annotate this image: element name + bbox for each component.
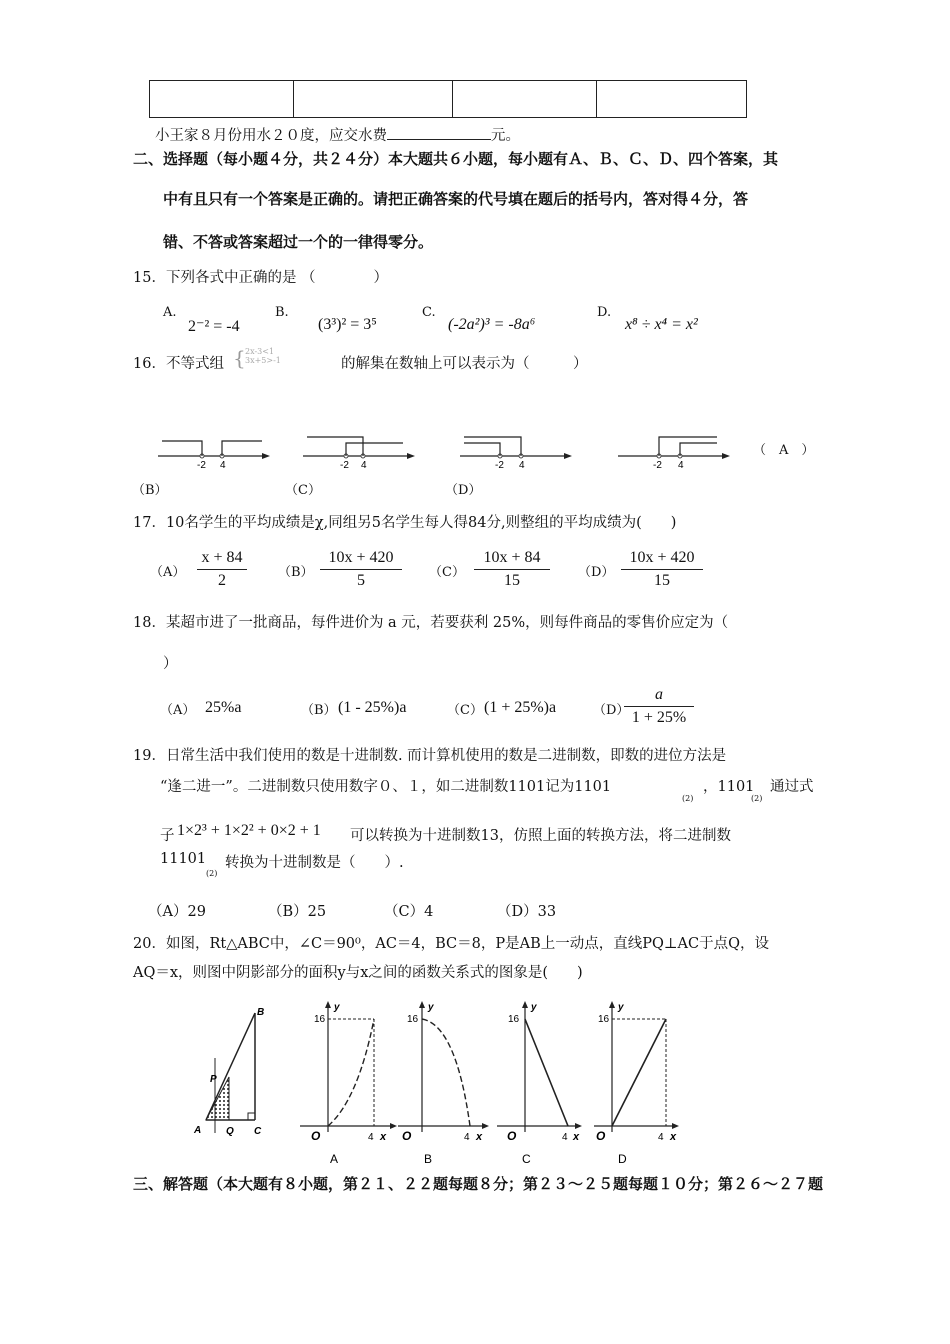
label-a: A (194, 1125, 202, 1136)
q17-option-b-fraction (320, 549, 402, 590)
graph-caption: B (424, 1152, 433, 1166)
y-label: y (618, 1002, 624, 1013)
q20-line1: 20．如图，Rt△ABC中，∠C＝90⁰，AC＝4，BC＝8，P是AB上一动点，直线PQ⊥AC于点Q，设 (133, 936, 769, 952)
q19-subscript: (2) (206, 869, 218, 878)
right-angle-mark (248, 1113, 255, 1120)
number-line-c (303, 428, 423, 470)
q17-stem: 17．10名学生的平均成绩是χ,同组另5名学生每人得84分,则整组的平均成绩为( ) (133, 515, 677, 531)
q19-line3-text: 可以转换为十进制数13，仿照上面的转换方法，将二进制数 (350, 828, 731, 844)
label-16: 16 (598, 1014, 610, 1025)
tick-label: 4 (678, 460, 684, 470)
q16-label-d: （D） (445, 483, 482, 498)
tick-label: 4 (220, 460, 226, 470)
brace-symbol: { (233, 346, 246, 370)
x-label: x (380, 1131, 387, 1143)
number-line-a (618, 428, 738, 470)
denominator: 1 + 25% (631, 709, 687, 726)
q15-option-b-label: B. (275, 305, 289, 320)
q19-option-c: （C）4 (384, 904, 434, 920)
origin-label: O (596, 1129, 606, 1143)
section3-heading: 三、解答题（本大题有８小题，第２１、２２题每题８分；第２３～２５题每题１０分；第２６～２７题 (133, 1175, 824, 1193)
denominator: 2 (218, 572, 226, 589)
denominator: 5 (357, 572, 365, 589)
fraction-bar (197, 569, 247, 570)
label-b: B (257, 1007, 265, 1018)
q17-option-b-label: （B） (278, 565, 314, 580)
q19-line3-prefix: 子 (160, 828, 175, 844)
number-line-b (158, 428, 278, 470)
origin-label: O (311, 1129, 321, 1143)
q17-option-a-label: （A） (150, 565, 186, 580)
q19-option-d: （D）33 (497, 904, 557, 920)
y-axis-arrow (522, 1001, 528, 1008)
q19-line2-end: 通过式 (770, 779, 814, 795)
label-16: 16 (407, 1014, 419, 1025)
q16-label-a: （ A ） (753, 443, 815, 458)
table-cell (453, 81, 597, 118)
curve (422, 1019, 470, 1126)
tick-label: -2 (197, 460, 206, 470)
graph-a (298, 1000, 398, 1170)
fraction-bar (320, 569, 402, 570)
fraction-bar (624, 706, 694, 707)
q19-line4-rest: 转换为十进制数是（ ）. (225, 855, 404, 871)
denominator: 15 (504, 572, 520, 589)
label-4: 4 (368, 1132, 374, 1143)
q19-option-b: （B）25 (268, 904, 327, 920)
q16-label-c: （C） (285, 483, 321, 498)
label-p: P (210, 1074, 217, 1085)
inequality-system (245, 347, 281, 365)
q15-option-c-expr: (-2a²)³ = -8a⁶ (448, 316, 536, 333)
q18-option-a-expr: 25%a (205, 699, 242, 716)
graph-c (495, 1000, 595, 1170)
axis-arrow (407, 453, 415, 459)
axis-arrow (564, 453, 572, 459)
ray-right (222, 441, 262, 456)
y-axis-arrow (325, 1001, 331, 1008)
fraction-bar (621, 569, 703, 570)
q18-option-c-label: （C） (447, 703, 483, 718)
graph-caption: D (618, 1152, 627, 1166)
numerator: x + 84 (201, 549, 243, 566)
number-line-d (460, 428, 580, 470)
label-4: 4 (562, 1132, 568, 1143)
label-4: 4 (658, 1132, 664, 1143)
tick-label: -2 (340, 460, 349, 470)
q15-option-b-expr: (3³)² = 3⁵ (318, 316, 377, 333)
q18-option-b-expr: (1 - 25%)a (338, 699, 407, 716)
q15-stem: 15．下列各式中正确的是 （ ） (133, 270, 389, 286)
x-label: x (476, 1131, 483, 1143)
q18-option-a-label: （A） (160, 703, 196, 718)
x-axis-arrow (482, 1123, 489, 1129)
numerator: 10x + 84 (483, 549, 541, 566)
ray-outer (659, 437, 717, 456)
tick-label: 4 (361, 460, 367, 470)
q19-subscript: (2) (751, 794, 763, 803)
q19-line2-main: “逢二进一”。二进制数只使用数字０、１，如二进制数1101记为1101 (160, 779, 612, 795)
water-fee-table (149, 80, 747, 118)
inequality-line-2: 3x+5>-1 (245, 356, 281, 365)
x-label: x (573, 1131, 580, 1143)
water-fee-unit: 元。 (491, 128, 520, 144)
q18-option-d-label: （D） (593, 703, 630, 718)
table-cell (150, 81, 294, 118)
answer-blank (387, 125, 491, 140)
section2-line2: 中有且只有一个答案是正确的。请把正确答案的代号填在题后的括号内，答对得４分，答 (163, 190, 749, 208)
x-label: x (670, 1131, 677, 1143)
q15-option-d-label: D. (597, 305, 612, 320)
q18-close-paren: ） (163, 656, 178, 672)
q17-option-d-fraction (621, 549, 703, 590)
numerator: 10x + 420 (328, 549, 394, 566)
x-axis-arrow (672, 1123, 679, 1129)
q19-line2-1101: ，1101 (703, 779, 755, 795)
q16-label-b: （B） (132, 483, 168, 498)
line-segment (612, 1019, 666, 1126)
q19-line1: 19．日常生活中我们使用的数是十进制数. 而计算机使用的数是二进制数，即数的进位方法是 (133, 748, 727, 764)
q15-option-d-expr: x⁸ ÷ x⁴ = x² (625, 316, 698, 333)
q18-option-d-fraction (624, 686, 694, 727)
y-label: y (334, 1002, 340, 1013)
origin-label: O (507, 1129, 517, 1143)
ray-left (162, 441, 202, 456)
label-q: Q (226, 1126, 234, 1137)
q20-line2: AQ＝x，则图中阴影部分的面积y与x之间的函数关系式的图象是( ) (133, 965, 583, 981)
q19-line3-expr: 1×2³ + 1×2² + 0×2 + 1 (177, 822, 321, 839)
graph-caption: C (522, 1152, 531, 1166)
line-segment (525, 1019, 568, 1126)
graph-b (396, 1000, 496, 1170)
curve (328, 1019, 374, 1126)
q18-option-b-label: （B） (301, 703, 337, 718)
graph-d (592, 1000, 692, 1170)
ray-outer (464, 437, 521, 456)
ray-inner (680, 443, 717, 456)
section2-heading: 二、选择题（每小题４分，共２４分）本大题共６小题，每小题有Ａ、Ｂ、Ｃ、Ｄ、四个答案，其 (133, 150, 779, 168)
ray-inner (464, 443, 500, 456)
section2-line3: 错、不答或答案超过一个的一律得零分。 (163, 233, 434, 251)
label-16: 16 (314, 1014, 326, 1025)
q16-stem-suffix: 的解集在数轴上可以表示为（ ） (341, 356, 588, 372)
x-axis-arrow (575, 1123, 582, 1129)
q19-binary-number: 11101 (160, 851, 207, 867)
q17-option-c-fraction (474, 549, 550, 590)
y-axis-arrow (609, 1001, 615, 1008)
q19-subscript: (2) (682, 794, 694, 803)
q15-option-a-label: A. (163, 305, 177, 320)
y-axis-arrow (419, 1001, 425, 1008)
fraction-bar (474, 569, 550, 570)
segment-upper (307, 437, 363, 456)
q15-option-c-label: C. (422, 305, 436, 320)
graph-caption: A (330, 1152, 339, 1166)
numerator: a (655, 686, 663, 703)
label-c: C (254, 1126, 262, 1137)
q17-option-d-label: （D） (578, 565, 615, 580)
tick-label: 4 (519, 460, 525, 470)
tick-label: -2 (653, 460, 662, 470)
segment-lower (346, 443, 403, 456)
y-label: y (531, 1002, 537, 1013)
inequality-line-1: 2x-3<1 (245, 347, 275, 356)
origin-label: O (402, 1129, 412, 1143)
q15-option-a-expr: 2⁻² = -4 (188, 318, 240, 335)
q19-option-a: （A）29 (148, 904, 206, 920)
label-4: 4 (464, 1132, 470, 1143)
q17-option-a-fraction (197, 549, 247, 590)
denominator: 15 (654, 572, 670, 589)
table-cell (294, 81, 453, 118)
label-16: 16 (508, 1014, 520, 1025)
table-cell (597, 81, 747, 118)
tick-label: -2 (495, 460, 504, 470)
water-fee-question (155, 124, 520, 145)
axis-arrow (262, 453, 270, 459)
q18-option-c-expr: (1 + 25%)a (484, 699, 557, 716)
side-ab (206, 1013, 255, 1120)
y-label: y (428, 1002, 434, 1013)
q17-option-c-label: （C） (429, 565, 465, 580)
triangle-figure (190, 1003, 280, 1143)
q16-stem-prefix: 16．不等式组 (133, 356, 224, 372)
numerator: 10x + 420 (629, 549, 695, 566)
axis-arrow (722, 453, 730, 459)
q18-stem: 18．某超市进了一批商品，每件进价为 a 元，若要获利 25%，则每件商品的零售价应定为（ (133, 615, 729, 631)
water-fee-text: 小王家８月份用水２０度，应交水费 (155, 128, 387, 144)
